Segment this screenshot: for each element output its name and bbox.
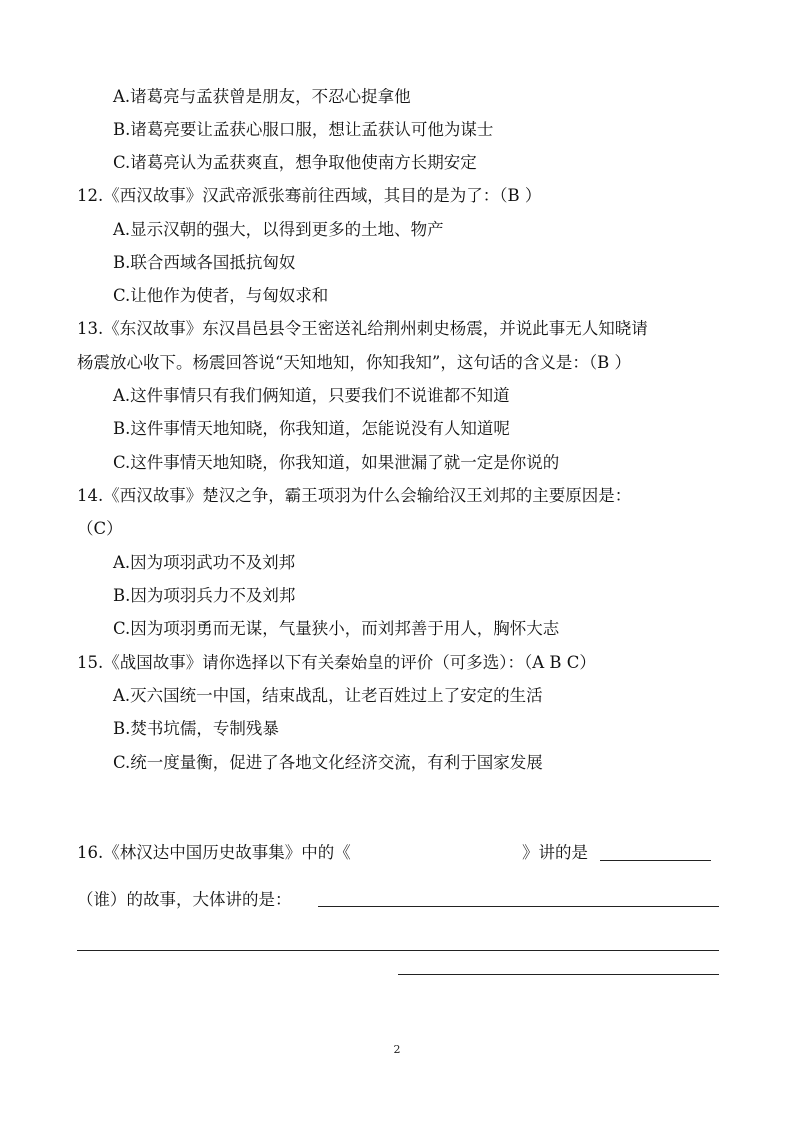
q13-text-line2: 杨震放心收下。杨震回答说“天知地知，你知我知”，这句话的含义是：（B ） [77,353,631,372]
q12-text: 12.《西汉故事》汉武帝派张骞前往西域，其目的是为了：（B ） [77,186,542,205]
page-number: 2 [393,1043,401,1056]
q14-option-c: C.因为项羽勇而无谋，气量狭小，而刘邦善于用人，胸怀大志 [113,619,560,638]
q15-text: 15.《战国故事》请你选择以下有关秦始皇的评价（可多选）：（A B C） [77,653,596,672]
q16-blank-summary-1[interactable] [318,906,719,907]
q13-option-b: B.这件事情天地知晓，你我知道，怎能说没有人知道呢 [113,419,510,438]
q14-option-a: A.因为项羽武功不及刘邦 [113,553,296,572]
q13-option-a: A.这件事情只有我们俩知道，只要我们不说谁都不知道 [113,386,510,405]
q16-blank-summary-2[interactable] [77,950,719,951]
q13-option-c: C.这件事情天地知晓，你我知道，如果泄漏了就一定是你说的 [113,453,560,472]
q16-text-part2: 》讲的是 [522,843,588,862]
q15-option-c: C.统一度量衡，促进了各地文化经济交流，有利于国家发展 [113,753,543,772]
q16-blank-summary-3[interactable] [398,974,719,975]
q14-text-line1: 14.《西汉故事》楚汉之争，霸王项羽为什么会输给汉王刘邦的主要原因是： [77,486,632,505]
q16-text-part3: （谁）的故事，大体讲的是： [77,890,292,909]
q15-option-b: B.焚书坑儒，专制残暴 [113,719,279,738]
q14-text-line2: （C） [77,519,123,538]
q12-option-a: A.显示汉朝的强大，以得到更多的土地、物产 [113,220,444,239]
q11-option-a: A.诸葛亮与孟获曾是朋友，不忍心捉拿他 [113,87,411,106]
q12-option-c: C.让他作为使者，与匈奴求和 [113,286,329,305]
q11-option-b: B.诸葛亮要让孟获心服口服，想让孟获认可他为谋士 [113,120,494,139]
q16-text-part1: 16.《林汉达中国历史故事集》中的《 [77,843,351,862]
q11-option-c: C.诸葛亮认为孟获爽直，想争取他使南方长期安定 [113,153,477,172]
q15-option-a: A.灭六国统一中国，结束战乱，让老百姓过上了安定的生活 [113,686,543,705]
q13-text-line1: 13.《东汉故事》东汉昌邑县令王密送礼给荆州刺史杨震，并说此事无人知晓请 [77,319,648,338]
q14-option-b: B.因为项羽兵力不及刘邦 [113,586,296,605]
q16-blank-who[interactable] [600,860,711,861]
q12-option-b: B.联合西域各国抵抗匈奴 [113,253,296,272]
